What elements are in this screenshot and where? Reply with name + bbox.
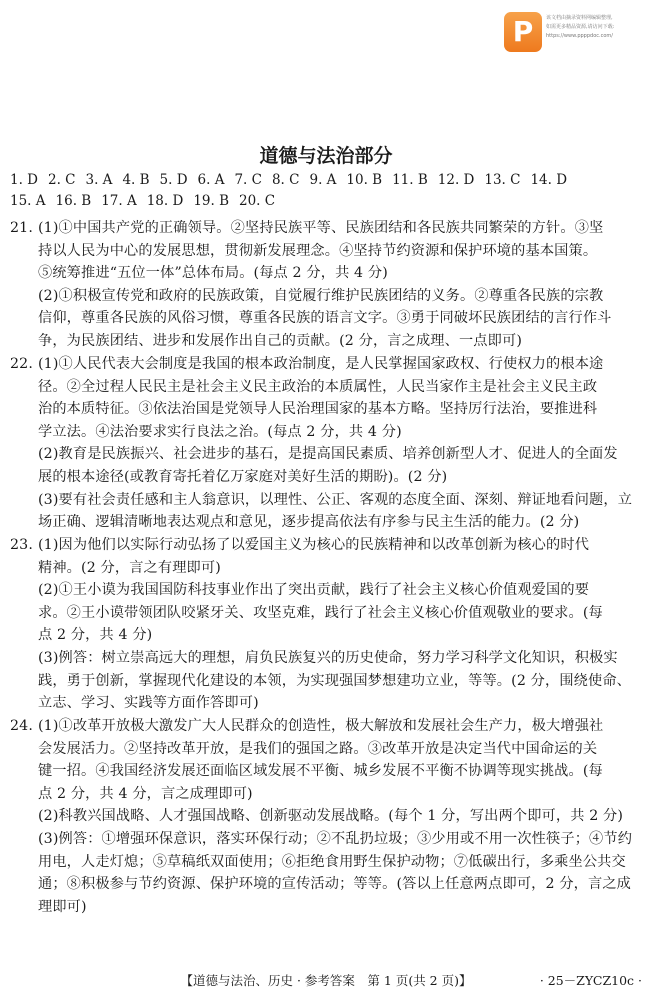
question-answer-text <box>38 534 642 715</box>
logo-note: 该文档由摘录资料网编辑整理, <box>546 15 613 21</box>
choice-answer: 15. A <box>10 193 46 209</box>
logo-letter: P <box>512 15 534 48</box>
choice-answer: 8. C <box>271 172 300 188</box>
answer-line: 精神。(2 分，言之有理即可) <box>38 559 221 576</box>
choice-answer: 3. A <box>85 172 113 188</box>
answer-line: 践，勇于创新，掌握现代化建设的本领，为实现强国梦想建功立业，等等。(2 分，围绕使命、 <box>38 672 632 689</box>
choice-answer: 11. B <box>392 172 428 188</box>
choice-answer: 17. A <box>101 193 137 209</box>
answer-line: (2)①积极宣传党和政府的民族政策，自觉履行维护民族团结的义务。②尊重各民族的宗教 <box>38 287 604 304</box>
choice-answer: 2. C <box>48 172 76 188</box>
answer-line: (3)例答：①增强环保意识，落实环保行动；②不乱扔垃圾；③少用或不用一次性筷子；④节约 <box>38 830 633 847</box>
logo-note: 如需更多精品资源,请访问下载: <box>546 24 615 30</box>
answer-line: (1)①中国共产党的正确领导。②坚持民族平等、民族团结和各民族共同繁荣的方针。③坚 <box>38 220 604 236</box>
answer-line: 理即可) <box>38 898 87 915</box>
answer-line: (3)要有社会责任感和主人翁意识，以理性、公正、客观的态度全面、深刻、辩证地看问题，立 <box>38 491 633 508</box>
choice-answer: 9. A <box>309 172 337 188</box>
answer-line: 键一招。④我国经济发展还面临区域发展不平衡、城乡发展不平衡不协调等现实挑战。(每 <box>38 763 603 780</box>
answer-line: 争，为民族团结、进步和发展作出自己的贡献。(2 分，言之成理、一点即可) <box>38 332 523 349</box>
choice-answer: 12. D <box>437 172 475 188</box>
answer-line: 立志、学习、实践等方面作答即可) <box>38 695 259 712</box>
answer-line: 点 2 分，共 4 分) <box>38 627 153 644</box>
answer-line: 径。②全过程人民民主是社会主义民主政治的本质属性，人民当家作主是社会主义民主政 <box>38 378 598 395</box>
question-number: 24. <box>10 718 34 734</box>
choice-answer: 19. B <box>193 193 229 209</box>
question-number: 23. <box>10 537 34 553</box>
answer-line: 点 2 分，共 4 分，言之成理即可) <box>38 785 253 802</box>
choice-answer: 18. D <box>146 193 184 209</box>
choice-answer: 16. B <box>55 193 92 209</box>
answer-line: (2)①王小谟为我国国防科技事业作出了突出贡献，践行了社会主义核心价值观爱国的要 <box>38 582 590 599</box>
answer-line: 场正确、逻辑清晰地表达观点和意见，逐步提高依法有序参与民主生活的能力。(2 分) <box>38 514 580 531</box>
question-answer-text <box>38 353 642 534</box>
logo-notes <box>546 14 650 41</box>
answer-line: 展的根本途径(或教育寄托着亿万家庭对美好生活的期盼)。(2 分) <box>38 468 448 485</box>
choice-answer: 5. D <box>159 172 188 188</box>
answer-line: 持以人民为中心的发展思想，贯彻新发展理念。④坚持节约资源和保护环境的基本国策。 <box>38 242 598 259</box>
question-number: 21. <box>10 220 34 236</box>
question-answer-text <box>38 715 642 918</box>
footer-code: · 25－ZYCZ10c · <box>539 973 642 988</box>
answer-line: (2)教育是民族振兴、社会进步的基石，是提高国民素质、培养创新型人才、促进人的全面发 <box>38 446 618 463</box>
answer-line: 用电，人走灯熄；⑤草稿纸双面使用；⑥拒绝食用野生保护动物；⑦低碳出行，多乘坐公共交 <box>38 853 626 870</box>
answer-line: 信仰，尊重各民族的风俗习惯，尊重各民族的语言文字。③勇于同破坏民族团结的言行作斗 <box>38 310 612 327</box>
logo-note: https://www.ppppdoc.com/ <box>546 33 613 39</box>
choice-answer: 1. D <box>10 172 38 188</box>
choice-answer: 7. C <box>234 172 262 188</box>
answer-line: ⑤统筹推进“五位一体”总体布局。(每点 2 分，共 4 分) <box>38 265 388 282</box>
choice-answers <box>10 170 650 212</box>
choice-answer: 14. D <box>530 172 568 188</box>
answer-line: 求。②王小谟带领团队咬紧牙关、攻坚克难，践行了社会主义核心价值观敬业的要求。(每 <box>38 604 603 621</box>
answer-line: (3)例答：树立崇高远大的理想，肩负民族复兴的历史使命，努力学习科学文化知识，积极实 <box>38 649 618 666</box>
question-answer-text <box>38 217 642 353</box>
answer-line: 会发展活力。②坚持改革开放，是我们的强国之路。③改革开放是决定当代中国命运的关 <box>38 740 598 757</box>
page-title: 道德与法治部分 <box>259 145 393 167</box>
question-number: 22. <box>10 356 34 372</box>
logo-icon <box>504 12 542 52</box>
choice-answer: 4. B <box>122 172 150 188</box>
answer-line: 治的本质特征。③依法治国是党领导人民治理国家的基本方略。坚持厉行法治，要推进科 <box>38 401 598 418</box>
choice-row <box>10 191 650 212</box>
choice-answer: 10. B <box>346 172 383 188</box>
answer-line: (1)①改革开放极大激发广大人民群众的创造性，极大解放和发展社会生产力，极大增强社 <box>38 718 604 734</box>
footer-page-info: 【道德与法治、历史 · 参考答案 第 1 页(共 2 页)】 <box>180 973 472 988</box>
answer-line: 通；⑧积极参与节约资源、保护环境的宣传活动；等等。(答以上任意两点即可，2 分，言之成 <box>38 876 632 893</box>
answer-line: (2)科教兴国战略、人才强国战略、创新驱动发展战略。(每个 1 分，写出两个即可，共 2 分) <box>38 808 624 825</box>
choice-answer: 20. C <box>239 193 276 209</box>
choice-row <box>10 170 650 191</box>
answer-line: 学立法。④法治要求实行良法之治。(每点 2 分，共 4 分) <box>38 423 402 440</box>
choice-answer: 6. A <box>197 172 225 188</box>
answer-line: (1)因为他们以实际行动弘扬了以爱国主义为核心的民族精神和以改革创新为核心的时代 <box>38 537 590 553</box>
choice-answer: 13. C <box>484 172 521 188</box>
answer-line: (1)①人民代表大会制度是我国的根本政治制度，是人民掌握国家政权、行使权力的根本途 <box>38 356 604 372</box>
